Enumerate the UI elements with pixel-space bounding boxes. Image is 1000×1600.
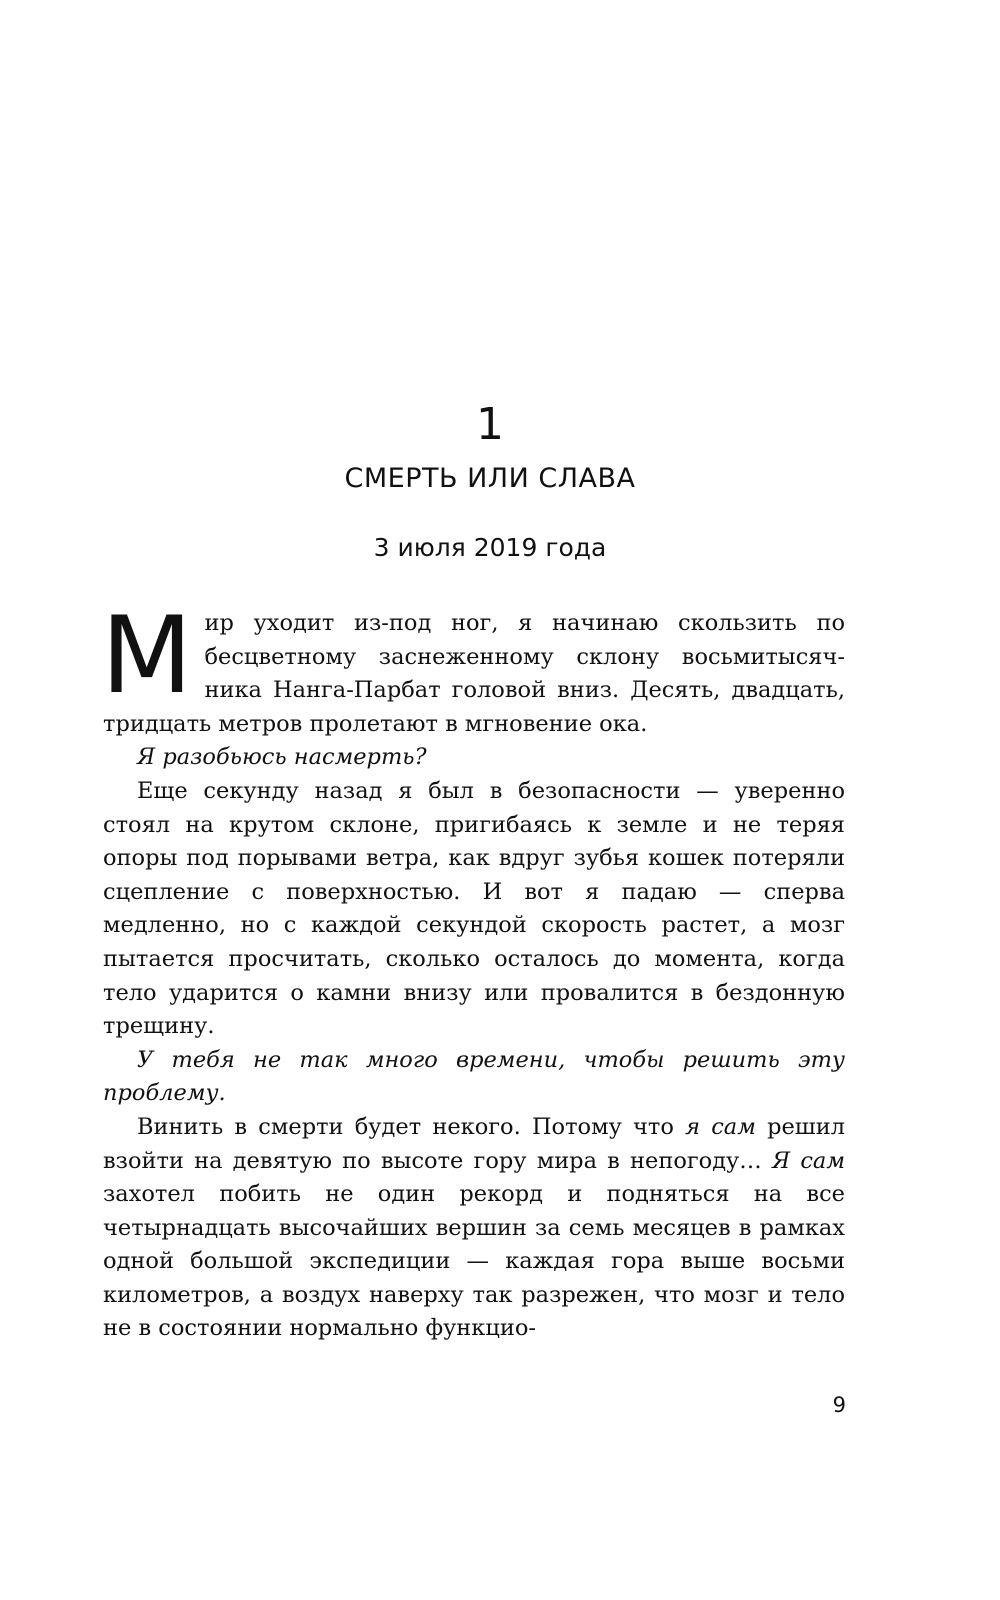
paragraph-1: [101, 594, 845, 741]
chapter-date: 3 июля 2019 года: [373, 533, 607, 562]
paragraph-5-part-e: захотел побить не один рекорд и подняться на все четырнадцать высочайших вершин за семь месяцев в рамках одной большой экспедиции — каждая гора выше восьми километров, а воздух наверху так разрежен, что мозг и тело не в состоянии нормально функцио-: [103, 1181, 845, 1342]
paragraph-5-part-c: решил взойти на девятую по высоте гору мира в непогоду…: [103, 1113, 845, 1174]
paragraph-3: Еще секунду назад я был в безопасности — уверенно стоял на крутом склоне, пригибаясь к земле и не теряя опоры под порывами ветра, как вдруг зубья кошек потеряли сцепление с поверхностью. И вот я падаю — сперва медленно, но с каждой секундой скорость растет, а мозг пытается просчитать, сколько осталось до момента, когда тело ударится о камни внизу или провалится в бездонную трещину.: [103, 777, 845, 1040]
body-text: [101, 594, 846, 1346]
chapter-number: 1: [476, 399, 504, 450]
chapter-title: СМЕРТЬ ИЛИ СЛАВА: [344, 463, 636, 494]
paragraph-2: Я разобьюсь насмерть?: [137, 744, 427, 771]
paragraph-5-part-b: я сам: [685, 1113, 756, 1140]
page-number: 9: [832, 1393, 846, 1417]
paragraph-5: [103, 1111, 845, 1346]
paragraph-1-text: ир уходит из-под ног, я начинаю скользить по бесцветному заснеженному склону восьмитысячника Нанга-Парбат головой вниз. Десять, двадцать, тридцать метров пролетают в мгновение ока.: [103, 610, 845, 737]
paragraph-5-part-d: Я сам: [771, 1147, 846, 1174]
paragraph-5-part-a: Винить в смерти будет некого. Потому что: [137, 1113, 686, 1140]
drop-cap: М: [101, 594, 193, 717]
paragraph-4: У тебя не так много времени, чтобы решить эту проблему.: [103, 1046, 845, 1107]
